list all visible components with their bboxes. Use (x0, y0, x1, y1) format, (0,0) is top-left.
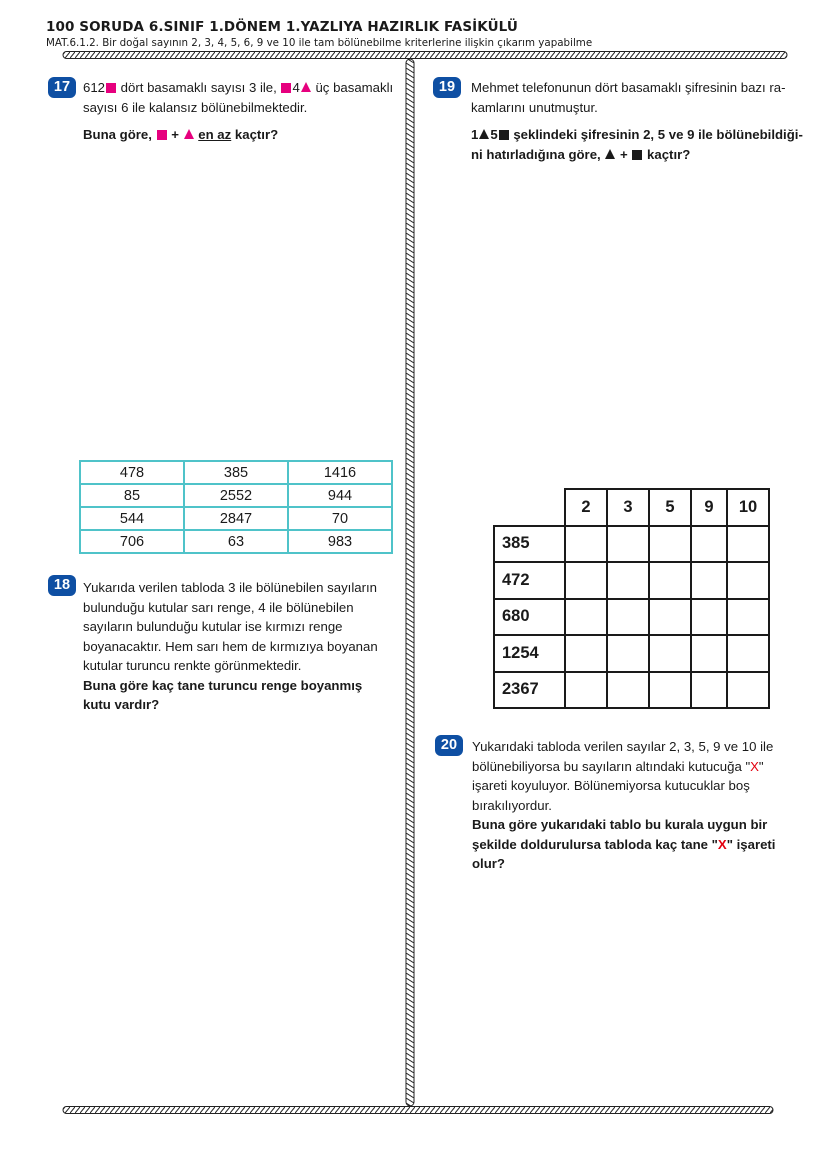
table-cell: 63 (184, 530, 288, 553)
answer-cell[interactable] (727, 599, 769, 636)
answer-cell[interactable] (607, 526, 649, 563)
answer-cell[interactable] (565, 526, 607, 563)
triangle-icon (184, 129, 194, 139)
q17-line-1: 612 dört basamaklı sayısı 3 ile, 4 üç basamaklı (83, 80, 394, 95)
q18-line: Yukarıda verilen tabloda 3 ile bölünebilen sayıların (83, 580, 377, 595)
q20-line: bırakılıyordur. (472, 797, 552, 813)
table-cell: 544 (80, 507, 184, 530)
answer-cell[interactable] (607, 599, 649, 636)
table-row (80, 530, 392, 553)
table-row (80, 461, 392, 484)
table-row (80, 507, 392, 530)
q17-line-2: sayısı 6 ile kalansız bölünebilmektedir. (83, 99, 308, 115)
table-cell: 983 (288, 530, 392, 553)
triangle-icon (605, 149, 615, 159)
row-header: 1254 (494, 635, 565, 672)
page-title: 100 SORUDA 6.SINIF 1.DÖNEM 1.YAZLIYA HAZIRLIK FASİKÜLÜ (46, 19, 518, 35)
row-header: 385 (494, 526, 565, 563)
answer-cell[interactable] (727, 562, 769, 599)
answer-cell[interactable] (727, 635, 769, 672)
square-icon (281, 83, 291, 93)
q20-line: bölünebiliyorsa bu sayıların altındaki kutucuğa "X" (472, 758, 764, 774)
table-corner-cell (494, 489, 565, 526)
q18-question-line: kutu vardır? (83, 697, 160, 712)
q19-question-line-1: 1 5 şeklindeki şifresinin 2, 5 ve 9 ile bölünebildiği- (471, 127, 803, 142)
square-icon (106, 83, 116, 93)
q18-line: sayıların bulunduğu kutular ise kırmızı renge (83, 619, 343, 634)
q19-line: Mehmet telefonunun dört basamaklı şifresinin bazı ra- (471, 80, 786, 95)
column-header: 9 (691, 489, 727, 526)
q17-question: Buna göre, + en az kaçtır? (83, 127, 279, 142)
answer-cell[interactable] (649, 672, 691, 709)
q20-question-line: olur? (472, 856, 505, 871)
q18-question-line: Buna göre kaç tane turuncu renge boyanmış (83, 677, 363, 693)
square-icon (157, 130, 167, 140)
question-19-text (471, 78, 816, 164)
answer-cell[interactable] (727, 672, 769, 709)
question-number-badge-17: 17 (48, 77, 76, 98)
top-rope-divider (60, 51, 790, 59)
answer-cell[interactable] (691, 526, 727, 563)
answer-cell[interactable] (649, 526, 691, 563)
table-cell: 1416 (288, 461, 392, 484)
table-row (494, 672, 769, 709)
answer-cell[interactable] (727, 526, 769, 563)
column-header: 3 (607, 489, 649, 526)
question-17-text (83, 78, 413, 145)
answer-cell[interactable] (691, 599, 727, 636)
row-header: 680 (494, 599, 565, 636)
table-cell: 85 (80, 484, 184, 507)
answer-cell[interactable] (565, 672, 607, 709)
table-cell: 2847 (184, 507, 288, 530)
table-row (494, 599, 769, 636)
square-icon (632, 150, 642, 160)
q20-question-line: şekilde doldurulursa tabloda kaç tane "X" işareti (472, 836, 776, 852)
table-row (494, 635, 769, 672)
answer-cell[interactable] (691, 672, 727, 709)
answer-cell[interactable] (607, 562, 649, 599)
answer-cell[interactable] (607, 635, 649, 672)
question-20-text (472, 737, 817, 874)
q18-number-table (79, 460, 393, 554)
page-subtitle: MAT.6.1.2. Bir doğal sayının 2, 3, 4, 5, 6, 9 ve 10 ile tam bölünebilme kriterlerine ilişkin çıkarım yapabilme (46, 37, 593, 49)
question-number-badge-20: 20 (435, 735, 463, 756)
answer-cell[interactable] (565, 635, 607, 672)
table-cell: 944 (288, 484, 392, 507)
q20-divisibility-table (493, 488, 770, 709)
q20-line: işareti koyuluyor. Bölünemiyorsa kutucuklar boş (472, 778, 750, 793)
table-row (494, 562, 769, 599)
column-header: 10 (727, 489, 769, 526)
question-number-badge-19: 19 (433, 77, 461, 98)
table-row (494, 526, 769, 563)
answer-cell[interactable] (649, 599, 691, 636)
q18-line: bulunduğu kutular sarı renge, 4 ile bölünebilen (83, 599, 354, 615)
answer-cell[interactable] (649, 635, 691, 672)
table-cell: 2552 (184, 484, 288, 507)
table-header-row (494, 489, 769, 526)
triangle-icon (301, 82, 311, 92)
table-cell: 385 (184, 461, 288, 484)
answer-cell[interactable] (649, 562, 691, 599)
q19-question-line-2: ni hatırladığına göre, + kaçtır? (471, 146, 691, 162)
answer-cell[interactable] (691, 635, 727, 672)
table-cell: 706 (80, 530, 184, 553)
q19-line: kamlarını unutmuştur. (471, 99, 598, 115)
row-header: 472 (494, 562, 565, 599)
answer-cell[interactable] (607, 672, 649, 709)
q20-line: Yukarıdaki tabloda verilen sayılar 2, 3, 5, 9 ve 10 ile (472, 739, 774, 754)
q20-question-line: Buna göre yukarıdaki tablo bu kurala uygun bir (472, 817, 768, 832)
answer-cell[interactable] (565, 562, 607, 599)
table-row (80, 484, 392, 507)
triangle-icon (479, 129, 489, 139)
column-header: 5 (649, 489, 691, 526)
q18-line: boyanacaktır. Hem sarı hem de kırmızıya boyanan (83, 638, 378, 654)
square-icon (499, 130, 509, 140)
row-header: 2367 (494, 672, 565, 709)
table-cell: 70 (288, 507, 392, 530)
question-number-badge-18: 18 (48, 575, 76, 596)
column-header: 2 (565, 489, 607, 526)
answer-cell[interactable] (565, 599, 607, 636)
question-18-text (83, 578, 408, 715)
answer-cell[interactable] (691, 562, 727, 599)
q18-line: kutular turuncu renkte görünmektedir. (83, 658, 302, 673)
bottom-rope-divider (60, 1106, 776, 1114)
table-cell: 478 (80, 461, 184, 484)
